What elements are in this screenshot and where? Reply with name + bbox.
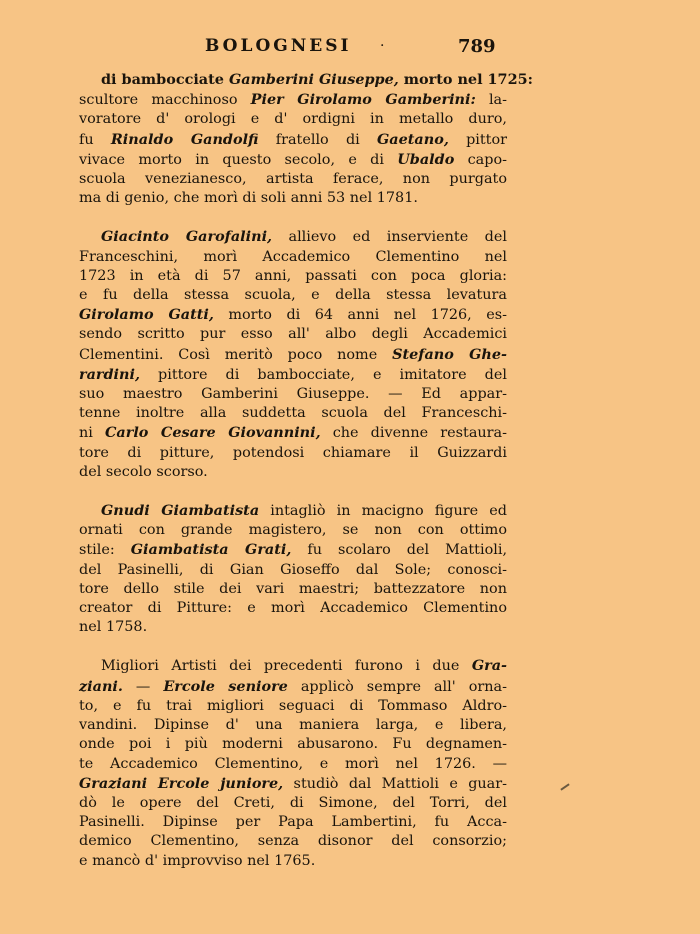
text-line <box>79 677 507 697</box>
text-run: Clementini. Così meritò poco nome <box>79 346 393 363</box>
italic-name: Gra- <box>471 657 507 675</box>
text-line <box>79 248 507 267</box>
italic-name: Gamberini Giuseppe, <box>228 71 399 88</box>
text-line <box>79 70 533 90</box>
text-run: scuola venezianesco, artista ferace, non purgato <box>79 171 507 188</box>
text-line <box>79 501 507 521</box>
text-run: tore di pitture, potendosi chiamare il Guizzardi <box>79 444 507 461</box>
text-line <box>79 794 507 813</box>
text-run: e mancò d' improvviso nel 1765. <box>79 852 316 869</box>
italic-name: Carlo Cesare Giovannini, <box>104 424 321 442</box>
text-run: demico Clementino, senza disonor del consorzio; <box>79 833 507 850</box>
page-number: 789 <box>458 36 496 57</box>
text-line <box>79 540 507 560</box>
text-run: ma di genio, che morì di soli anni 53 nel 1781. <box>79 190 418 207</box>
text-line <box>79 656 507 676</box>
text-line <box>79 423 507 443</box>
text-line <box>79 580 507 599</box>
text-run: di bambocciate <box>101 71 229 88</box>
text-run: vivace morto in questo secolo, e di <box>79 151 398 168</box>
text-line <box>79 561 507 580</box>
text-run: Migliori Artisti dei precedenti furono i due <box>101 658 472 675</box>
text-line <box>79 189 507 208</box>
body-text <box>79 70 533 871</box>
text-run: voratore d' orologi e d' ordigni in metallo duro, <box>79 111 507 128</box>
text-run: ornati con grande magistero, se non con ottimo <box>79 522 507 539</box>
italic-name: Gnudi Giambatista <box>101 502 260 520</box>
italic-name: Rinaldo Gandolfi <box>110 130 259 148</box>
text-line <box>79 463 507 482</box>
text-line <box>79 404 507 423</box>
italic-name: ziani. <box>79 677 123 695</box>
text-line <box>79 852 507 871</box>
text-run: che divenne restaura- <box>320 425 507 442</box>
text-line <box>79 110 507 129</box>
text-line <box>79 774 507 794</box>
text-line <box>79 90 507 110</box>
italic-name: Stefano Ghe- <box>392 345 507 363</box>
text-run: fu scolaro del Mattioli, <box>291 542 508 559</box>
text-line <box>79 716 507 735</box>
text-run: onde poi i più moderni abusarono. Fu degnamen- <box>79 736 507 753</box>
italic-name: Ercole seniore <box>163 677 288 695</box>
text-run: nel 1758. <box>79 619 148 636</box>
text-line <box>79 813 507 832</box>
text-run: studiò dal Mattioli e guar- <box>283 775 507 792</box>
paragraph <box>79 70 533 208</box>
text-line <box>79 365 507 385</box>
text-run: dò le opere del Creti, di Simone, del Torri, del <box>79 794 507 811</box>
paragraph <box>79 656 507 870</box>
text-run: te Accademico Clementino, e morì nel 1726. — <box>79 755 507 772</box>
text-run: del secolo scorso. <box>79 463 208 480</box>
text-run: morto di 64 anni nel 1726, es- <box>213 307 507 324</box>
text-run: del Pasinelli, di Gian Gioseffo dal Sole; conosci- <box>79 561 507 578</box>
text-run: pittore di bambocciate, e imitatore del <box>139 366 507 383</box>
text-line <box>79 286 507 305</box>
text-line <box>79 521 507 540</box>
page-header <box>0 36 700 60</box>
text-run: morto nel 1725: <box>398 71 533 88</box>
text-line <box>79 618 507 637</box>
text-run: tenne inoltre alla suddetta scuola del Franceschi- <box>79 405 507 422</box>
running-title: BOLOGNESI <box>205 36 352 56</box>
text-run: e fu della stessa scuola, e della stessa levatura <box>79 287 507 304</box>
text-line <box>79 267 507 286</box>
italic-name: Giacinto Garofalini, <box>101 228 273 246</box>
text-line <box>79 170 507 189</box>
text-line <box>79 345 507 365</box>
text-line <box>79 305 507 325</box>
text-run: 1723 in età di 57 anni, passati con poca gloria: <box>79 267 507 284</box>
text-run: suo maestro Gamberini Giuseppe. — Ed appar- <box>79 386 507 403</box>
italic-name: Graziani Ercole juniore, <box>79 774 284 792</box>
italic-name: Gaetano, <box>377 130 449 148</box>
text-run: vandini. Dipinse d' una maniera larga, e libera, <box>79 717 507 734</box>
italic-name: rardini, <box>79 365 140 383</box>
text-run: fu <box>79 131 111 148</box>
text-line <box>79 444 507 463</box>
italic-name: Giambatista Grati, <box>130 541 292 559</box>
paragraph <box>79 501 507 637</box>
text-line <box>79 227 507 247</box>
text-line <box>79 599 507 618</box>
text-run: Franceschini, morì Accademico Clementino nel <box>79 248 507 265</box>
text-line <box>79 697 507 716</box>
text-run: — <box>122 678 164 695</box>
text-line <box>79 325 507 344</box>
text-run: la- <box>475 92 507 109</box>
running-title-separator: · <box>380 38 385 54</box>
text-run: sendo scritto pur esso all' albo degli Accademici <box>79 326 507 343</box>
text-run: capo- <box>454 151 508 168</box>
text-run: tore dello stile dei vari maestri; battezzatore non <box>79 580 507 597</box>
text-run: scultore macchinoso <box>79 92 251 109</box>
italic-name: Ubaldo <box>397 150 455 168</box>
text-run: intagliò in macigno figure ed <box>259 503 507 520</box>
text-run: allievo ed inserviente del <box>272 229 507 246</box>
text-line <box>79 735 507 754</box>
text-line <box>79 832 507 851</box>
text-line <box>79 150 507 170</box>
text-run: stile: <box>79 542 131 559</box>
paragraph <box>79 227 507 482</box>
italic-name: Girolamo Gatti, <box>79 306 214 324</box>
margin-mark <box>560 783 569 790</box>
text-run: pittor <box>448 131 508 148</box>
text-line <box>79 755 507 774</box>
text-run: creator di Pitture: e morì Accademico Clementino <box>79 600 507 617</box>
text-line <box>79 385 507 404</box>
text-run: fratello di <box>258 131 378 148</box>
text-run: to, e fu trai migliori seguaci di Tommaso Aldro- <box>79 697 507 714</box>
text-run: applicò sempre all' orna- <box>287 678 507 695</box>
italic-name: Pier Girolamo Gamberini: <box>250 91 476 109</box>
text-run: Pasinelli. Dipinse per Papa Lambertini, fu Acca- <box>79 814 507 831</box>
text-line <box>79 130 507 150</box>
text-run: ni <box>79 425 105 442</box>
